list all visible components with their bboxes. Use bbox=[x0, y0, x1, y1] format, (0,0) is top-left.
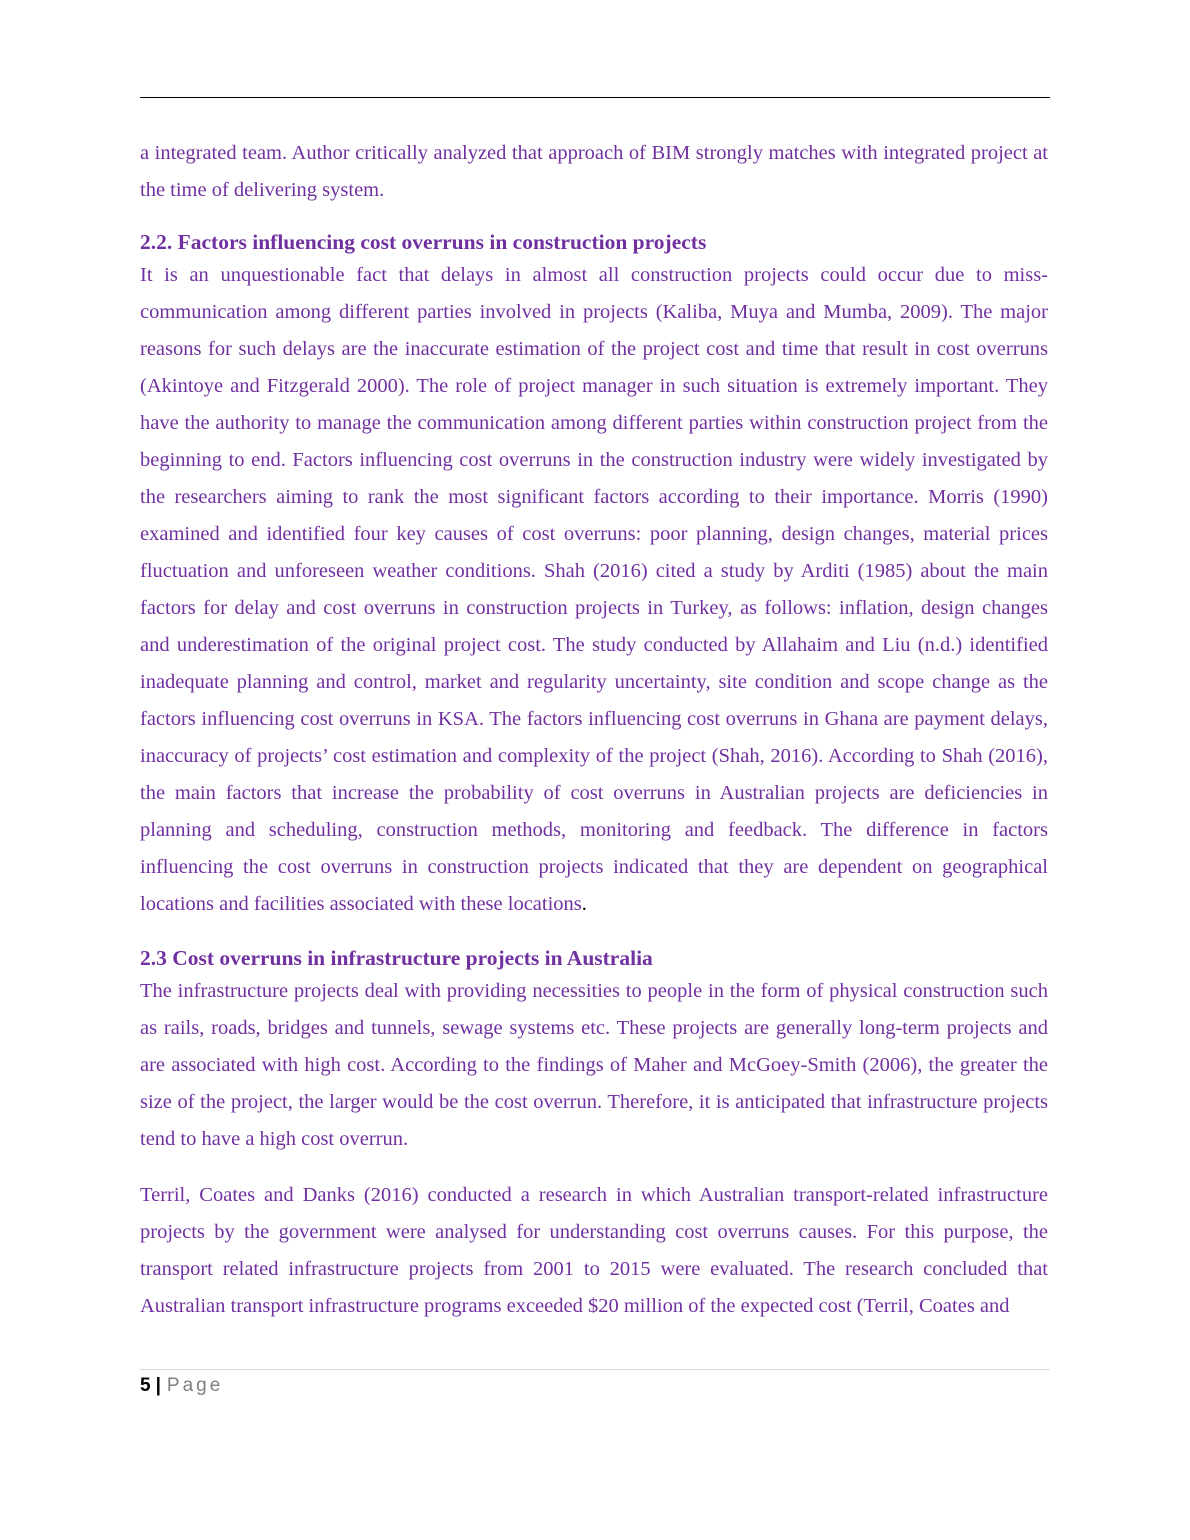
section-2-3-paragraph-1: The infrastructure projects deal with providing necessities to people in the form of physical construction such as rails, roads, bridges and tunnels, sewage systems etc. These projects are generally long-term projects and are associated with high cost. According to the findings of Maher and McGoey-Smith (2006), the greater the size of the project, the larger would be the cost overrun. Therefore, it is anticipated that infrastructure projects tend to have a high cost overrun. bbox=[140, 980, 1048, 1150]
page-label: Page bbox=[166, 1375, 224, 1396]
section-heading-2-2: 2.2. Factors influencing cost overruns in construction projects bbox=[140, 230, 707, 254]
section-2-2-body: It is an unquestionable fact that delays in almost all construction projects could occur due to miss-communication among different parties involved in projects (Kaliba, Muya and Mumba, 2009). The major reasons for such delays are the inaccurate estimation of the project cost and time that result in cost overruns (Akintoye and Fitzgerald 2000). The role of project manager in such situation is extremely important. They have the authority to manage the communication among different parties within construction project from the beginning to end. Factors influencing cost overruns in the construction industry were widely investigated by the researchers aiming to rank the most significant factors according to their importance. Morris (1990) examined and identified four key causes of cost overruns: poor planning, design changes, material prices fluctuation and unforeseen weather conditions. Shah (2016) cited a study by Arditi (1985) about the main factors for delay and cost overruns in construction projects in Turkey, as follows: inflation, design changes and underestimation of the original project cost. The study conducted by Allahaim and Liu (n.d.) identified inadequate planning and control, market and regularity uncertainty, site condition and scope change as the factors influencing cost overruns in KSA. The factors influencing cost overruns in Ghana are payment delays, inaccuracy of projects’ cost estimation and complexity of the project (Shah, 2016). According to Shah (2016), the main factors that increase the probability of cost overruns in Australian projects are deficiencies in planning and scheduling, construction methods, monitoring and feedback. The difference in factors influencing the cost overruns in construction projects indicated that they are dependent on geographical locations and facilities associated with these locations bbox=[140, 264, 1048, 915]
section-2-2-paragraph bbox=[140, 257, 1048, 923]
page-number: 5 bbox=[140, 1375, 151, 1396]
section-2-3-paragraph-2: Terril, Coates and Danks (2016) conducted a research in which Australian transport-related infrastructure projects by the government were analysed for understanding cost overruns causes. For this purpose, the transport related infrastructure projects from 2001 to 2015 were evaluated. The research concluded that Australian transport infrastructure programs exceeded $20 million of the expected cost (Terril, Coates and bbox=[140, 1184, 1048, 1317]
page-separator: | bbox=[155, 1375, 161, 1396]
footer-divider bbox=[140, 1369, 1050, 1370]
section-heading-2-3: 2.3 Cost overruns in infrastructure projects in Australia bbox=[140, 946, 653, 970]
page-footer bbox=[140, 1373, 223, 1399]
intro-paragraph: a integrated team. Author critically analyzed that approach of BIM strongly matches with integrated project at the time of delivering system. bbox=[140, 142, 1048, 201]
header-divider bbox=[140, 97, 1050, 98]
section-2-2-body-end: . bbox=[581, 893, 587, 915]
page-content bbox=[140, 135, 1048, 1325]
